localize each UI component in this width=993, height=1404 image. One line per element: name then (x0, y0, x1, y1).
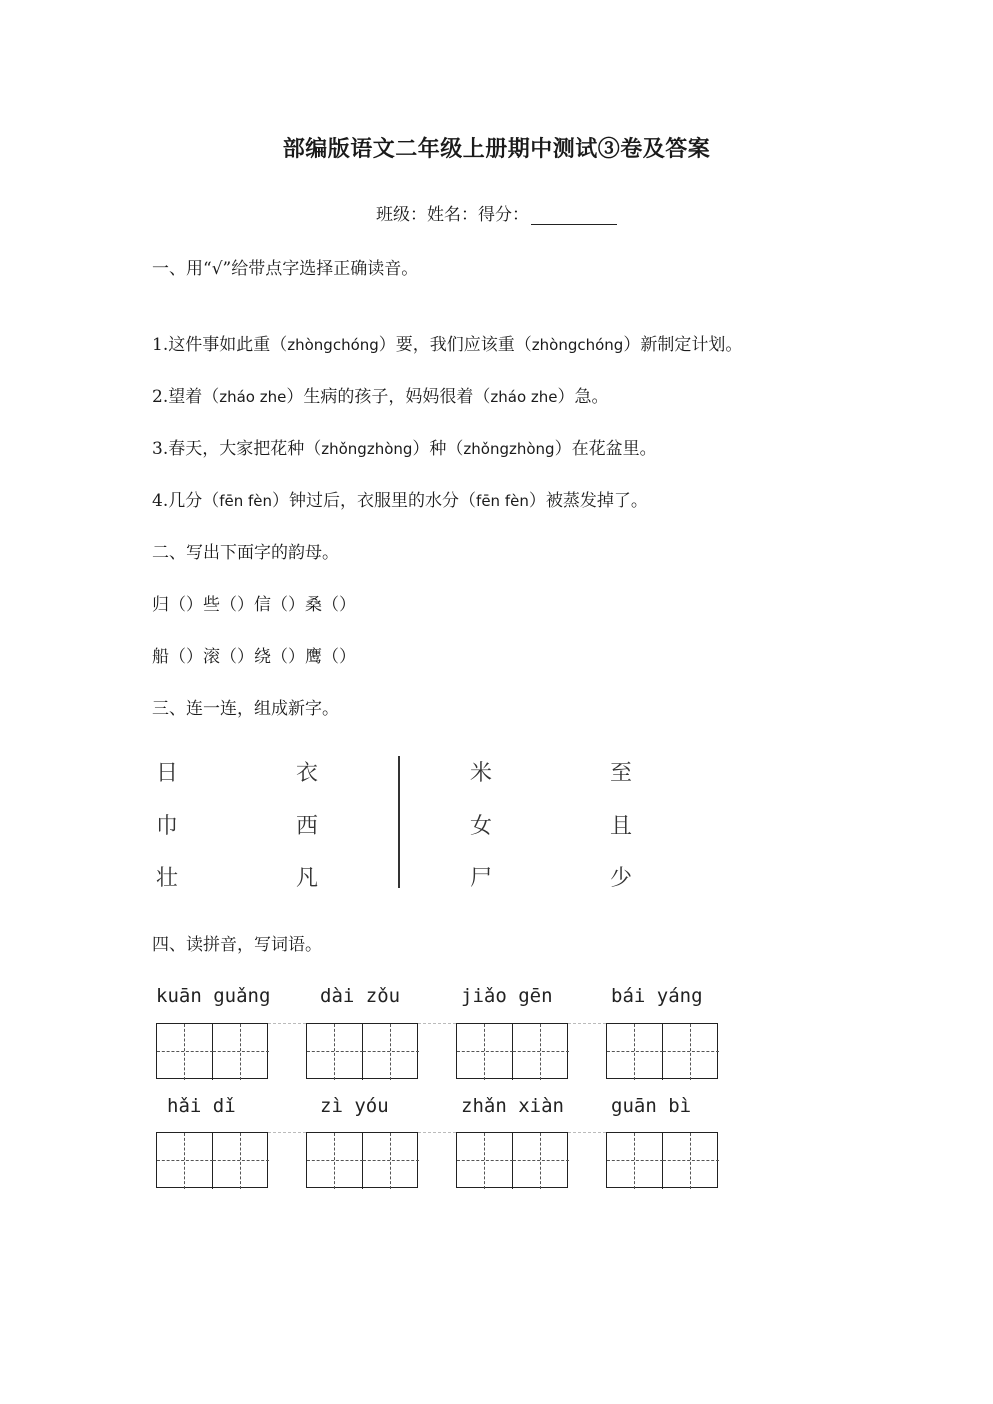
pinyin-word-1: kuān guǎng (156, 985, 271, 1007)
q1-text-b: ）要，我们应该重（ (378, 335, 532, 355)
info-label: 班级：姓名：得分： (376, 205, 529, 225)
q2-pinyin-2[interactable]: zháo zhe (490, 388, 558, 406)
grid-gap-line (268, 1023, 306, 1024)
q2-pinyin-1[interactable]: zháo zhe (219, 388, 287, 406)
connect-left-b-1[interactable]: 衣 (296, 761, 319, 786)
writing-grid[interactable] (456, 1132, 568, 1188)
pinyin-word-4: bái yáng (611, 985, 703, 1007)
writing-grid[interactable] (306, 1132, 418, 1188)
connect-right-a-2[interactable]: 女 (470, 814, 493, 839)
section1-heading: 一、用“√”给带点字选择正确读音。 (152, 259, 419, 279)
writing-grid[interactable] (606, 1023, 718, 1079)
writing-grid[interactable] (156, 1023, 268, 1079)
q4-pinyin-1[interactable]: fēn fèn (219, 492, 273, 510)
writing-grid[interactable] (456, 1023, 568, 1079)
q3-text-a: 3.春天，大家把花种（ (152, 439, 322, 459)
question-1 (152, 330, 742, 355)
pinyin-word-8: guān bì (611, 1095, 692, 1117)
q4-text-c: ）被蒸发掉了。 (528, 491, 648, 511)
q1-pinyin-1[interactable]: zhòngchóng (287, 336, 379, 354)
writing-grid[interactable] (156, 1132, 268, 1188)
q2-text-c: ）急。 (557, 387, 609, 407)
section2-heading: 二、写出下面字的韵母。 (152, 543, 339, 563)
q4-pinyin-2[interactable]: fēn fèn (476, 492, 529, 510)
score-blank[interactable] (531, 208, 617, 225)
pinyin-word-6: zì yóu (320, 1095, 389, 1117)
grid-gap-line (418, 1132, 456, 1133)
grid-gap-line (268, 1132, 306, 1133)
q1-pinyin-2[interactable]: zhòngchóng (531, 336, 624, 354)
connect-left-b-2[interactable]: 西 (296, 814, 319, 839)
connect-left-a-1[interactable]: 日 (156, 761, 179, 786)
question-4 (152, 486, 648, 511)
q3-pinyin-1[interactable]: zhǒngzhòng (321, 440, 413, 458)
grid-gap-line (568, 1023, 606, 1024)
q2-text-a: 2.望着（ (152, 387, 220, 407)
section4-heading: 四、读拼音，写词语。 (152, 935, 322, 955)
pinyin-word-3: jiǎo gēn (461, 985, 553, 1007)
connect-right-b-2[interactable]: 且 (610, 814, 633, 839)
section3-heading: 三、连一连，组成新字。 (152, 699, 339, 719)
q2-text-b: ）生病的孩子，妈妈很着（ (286, 387, 491, 407)
grid-gap-line (568, 1132, 606, 1133)
q4-text-a: 4.几分（ (152, 491, 220, 511)
vertical-divider (398, 756, 400, 888)
q4-text-b: ）钟过后，衣服里的水分（ (272, 491, 477, 511)
connect-right-a-3[interactable]: 尸 (470, 866, 493, 891)
pinyin-word-5: hǎi dǐ (167, 1095, 236, 1117)
pinyin-word-2: dài zǒu (320, 985, 401, 1007)
q1-text-a: 1.这件事如此重（ (152, 335, 288, 355)
writing-grid[interactable] (606, 1132, 718, 1188)
question-3 (152, 434, 657, 459)
writing-grid[interactable] (306, 1023, 418, 1079)
connect-left-b-3[interactable]: 凡 (296, 866, 319, 891)
connect-right-b-1[interactable]: 至 (610, 761, 633, 786)
finals-row-2: 船（）滚（）绕（）鹰（） (152, 647, 356, 667)
connect-right-b-3[interactable]: 少 (610, 866, 633, 891)
student-info-line (0, 200, 993, 225)
q3-pinyin-2[interactable]: zhǒngzhòng (463, 440, 555, 458)
grid-gap-line (418, 1023, 456, 1024)
q3-text-b: ）种（ (412, 439, 464, 459)
connect-right-a-1[interactable]: 米 (470, 761, 493, 786)
connect-left-a-3[interactable]: 壮 (156, 866, 179, 891)
q1-text-c: ）新制定计划。 (623, 335, 743, 355)
q3-text-c: ）在花盆里。 (554, 439, 657, 459)
question-2 (152, 382, 609, 407)
pinyin-word-7: zhǎn xiàn (461, 1095, 564, 1117)
connect-left-a-2[interactable]: 巾 (156, 814, 179, 839)
finals-row-1: 归（）些（）信（）桑（） (152, 595, 356, 615)
page-title: 部编版语文二年级上册期中测试③卷及答案 (282, 136, 711, 162)
